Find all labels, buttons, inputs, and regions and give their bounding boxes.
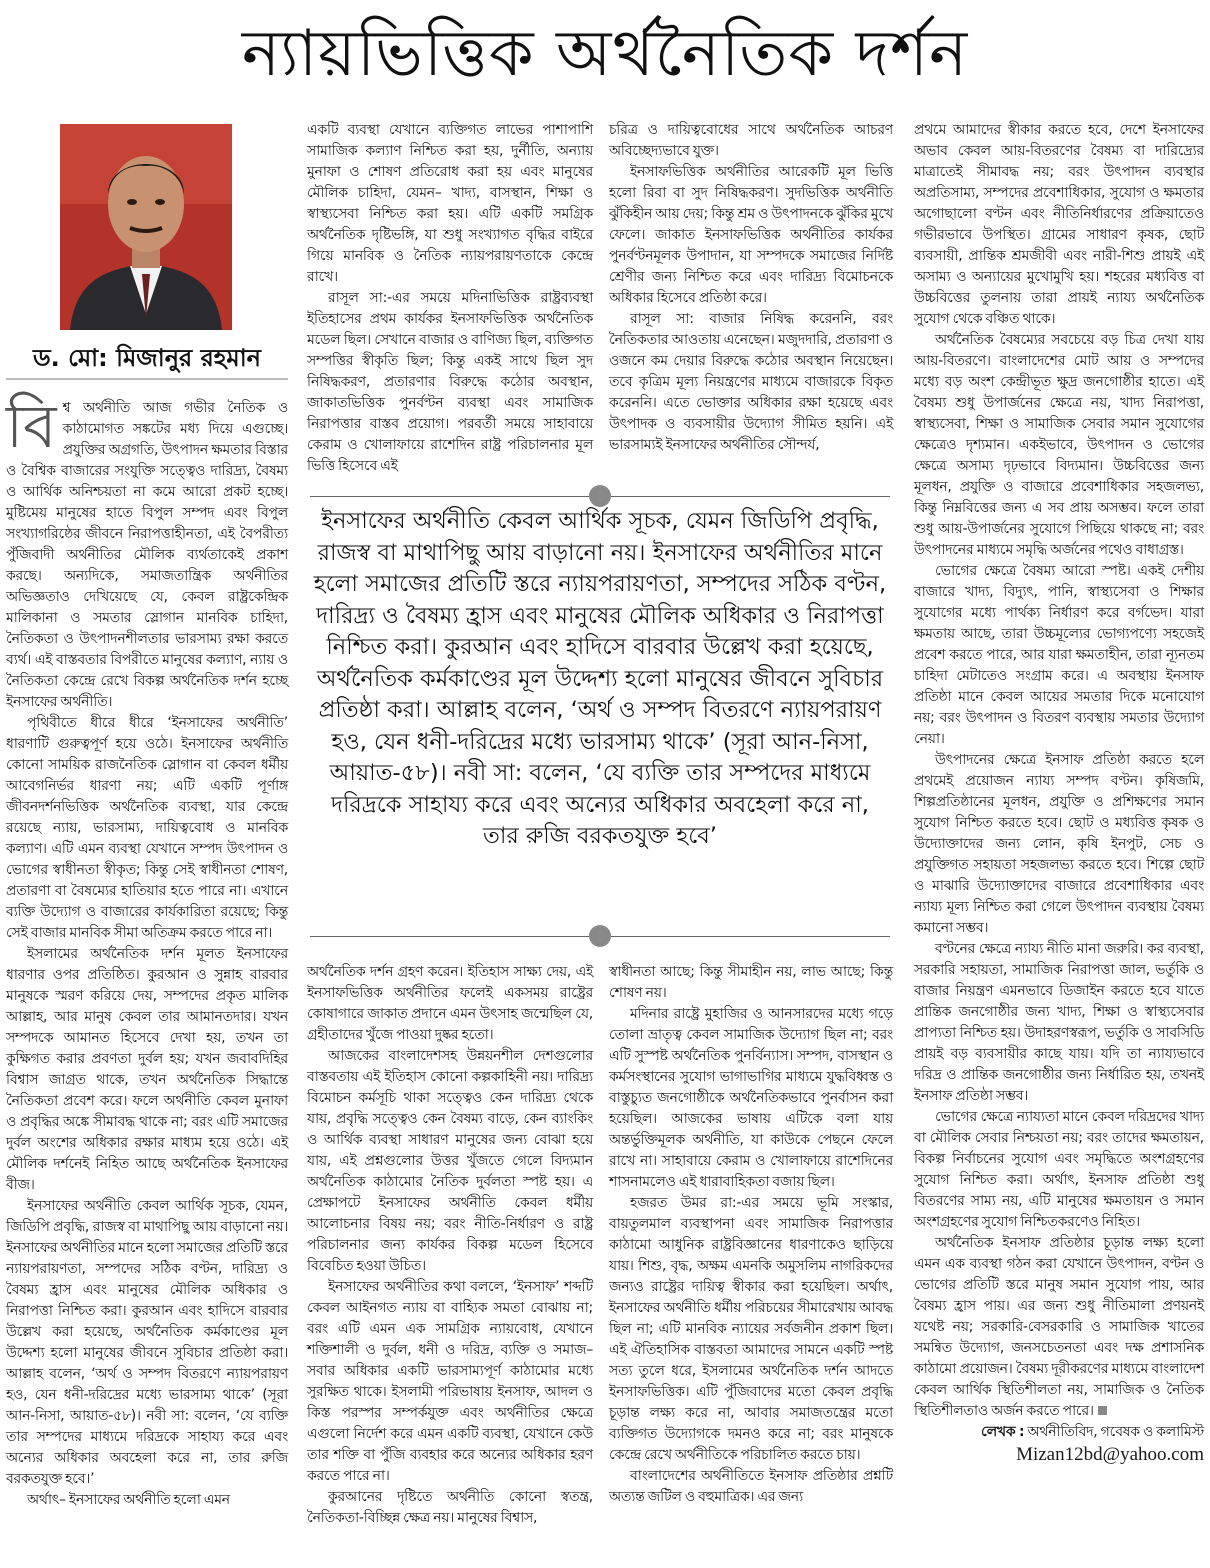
paragraph: রাসূল সা: বাজার নিষিদ্ধ করেননি, বরং নৈতিকতার আওতায় এনেছেন। মজুদদারি, প্রতারণা ও ওজনে কম দেয়ার বিরুদ্ধে কঠোর অবস্থান নিয়েছেন। তবে কৃত্রিম মূল্য নিয়ন্ত্রণের মাধ্যমে বাজারকে বিকৃত করেননি। এতে ভোক্তার অধিকার রক্ষা হয়েছে এবং উৎপাদক ও ব্যবসায়ীর উদ্যোগ সীমিত হয়নি। এই ভারসাম্যই ইনসাফের অর্থনীতির সৌন্দর্য, xyxy=(609,311,893,453)
author-photo xyxy=(60,124,232,330)
article-column-2-bottom xyxy=(307,962,593,1529)
paragraph: উৎপাদনের ক্ষেত্রে ইনসাফ প্রতিষ্ঠা করতে হলে প্রথমেই প্রয়োজন ন্যায্য সম্পদ বণ্টন। কৃষিজমি, শিল্পপ্রতিষ্ঠানের মূলধন, প্রযুক্তি ও প্রশিক্ষণের সমান সুযোগ নিশ্চিত করতে হবে। ছোট ও মধ্যবিত্ত কৃষক ও উদ্যোক্তাদের জন্য লোন, কৃষি ইনপুট, সেচ ও প্রযুক্তিগত সহায়তা সহজলভ্য করতে হবে। শিল্পে ছোট ও মাঝারি উদ্যোক্তাদের বাজারে প্রবেশাধিকার এবং ন্যায্য মূল্য নিশ্চিত করা গেলে উৎপাদন ব্যবস্থায় বৈষম্য কমানো সম্ভব। xyxy=(914,752,1204,936)
paragraph: বাংলাদেশের অর্থনীতিতে ইনসাফ প্রতিষ্ঠার প্রশ্নটি অত্যন্ত জটিল ও বহুমাত্রিক। এর জন্য xyxy=(609,1468,893,1505)
paragraph: ভোগের ক্ষেত্রে ন্যায্যতা মানে কেবল দরিদ্রদের খাদ্য বা মৌলিক সেবার নিশ্চয়তা নয়; বরং তাদের ক্ষমতায়ন, বিকল্প নির্বাচনের সুযোগ এবং সমৃদ্ধিতে অংশগ্রহণের সুযোগ নিশ্চিত করা। অর্থাৎ, ইনসাফ প্রতিষ্ঠা শুধু বিতরণের সাম্য নয়, এটি মানুষের ক্ষমতায়ন ও সমান অংশগ্রহণের সুযোগ নিশ্চিতকরণেও নিহিত। xyxy=(914,1109,1204,1230)
paragraph: ইসলামের অর্থনৈতিক দর্শন মূলত ইনসাফের ধারণার ওপর প্রতিষ্ঠিত। কুরআন ও সুন্নাহ বারবার মানুষকে স্মরণ করিয়ে দেয়, সম্পদের প্রকৃত মালিক আল্লাহ, আর মানুষ কেবল তার আমানতদার। যখন সম্পদকে আমানত হিসেবে দেখা হয়, তখন তা কুক্ষিগত করার প্রবণতা দুর্বল হয়; যখন জবাবদিহির বিশ্বাস জাগ্রত থাকে, তখন অর্থনৈতিক সিদ্ধান্তে নৈতিকতা প্রবেশ করে। ফলে অর্থনীতি কেবল মুনাফা ও প্রবৃদ্ধির অঙ্কে সীমাবদ্ধ থাকে না; বরং এটি সমাজের দুর্বল অংশের অধিকার রক্ষার মাধ্যম হয়ে ওঠে। এই মৌলিক দর্শনেই নিহিত আছে অর্থনৈতিক ইনসাফের বীজ। xyxy=(6,946,288,1193)
paragraph: অর্থনৈতিক বৈষম্যের সবচেয়ে বড় চিত্র দেখা যায় আয়-বিতরণে। বাংলাদেশের মোট আয় ও সম্পদের মধ্যে বড় অংশ কেন্দ্রীভূত ক্ষুদ্র জনগোষ্ঠীর হাতে। এই বৈষম্য শুধু উপার্জনের ক্ষেত্রে নয়, খাদ্য নিরাপত্তা, স্বাস্থ্যসেবা, শিক্ষা ও সামাজিক সেবার সমান সুযোগের ক্ষেত্রেও দৃশ্যমান। একইভাবে, উৎপাদন ও ভোগের ক্ষেত্রে অসাম্য দৃঢ়ভাবে বিদ্যমান। উচ্চবিত্তের জন্য মূলধন, প্রযুক্তি ও বাজারে প্রবেশাধিকার সহজলভ্য, কিন্তু নিম্নবিত্তের জন্য এ সব প্রায় অসম্ভব। ফলে তারা শুধু আয়-উপার্জনের সুযোগে পিছিয়ে থাকছে না; বরং উৎপাদনের মাধ্যমে সমৃদ্ধি অর্জনের পথেও বাধাগ্রস্ত। xyxy=(914,332,1204,558)
paragraph: শ্ব অর্থনীতি আজ গভীর নৈতিক ও কাঠামোগত সঙ্কটের মধ্য দিয়ে এগুচ্ছে। প্রযুক্তির অগ্রগতি, উৎপাদন ক্ষমতার বিস্তার ও বৈশ্বিক বাজারের সংযুক্তি সত্ত্বেও দারিদ্র্য, বৈষম্য ও আর্থিক অনিশ্চয়তা না কমে আরো প্রকট হচ্ছে। মুষ্টিমেয় মানুষের হাতে বিপুল সম্পদ এবং বিপুল সংখ্যাগরিষ্ঠের জীবনে নিরাপত্তাহীনতা, এই বৈপরীত্য পুঁজিবাদী অর্থনীতির মৌলিক ব্যর্থতাকেই প্রকাশ করছে। অন্যদিকে, সমাজতান্ত্রিক অর্থনীতির অভিজ্ঞতাও দেখিয়েছে যে, কেবল রাষ্ট্রকেন্দ্রিক মালিকানা ও সমতার স্লোগান মানবিক চাহিদা, নৈতিকতা ও উৎপাদনশীলতার ভারসাম্য রক্ষা করতে ব্যর্থ। এই বাস্তবতার বিপরীতে মানুষের কল্যাণ, ন্যায় ও নৈতিকতা কেন্দ্রে রেখে বিকল্প অর্থনৈতিক দর্শন হচ্ছে ইনসাফের অর্থনীতি। xyxy=(6,400,288,710)
paragraph: আজকের বাংলাদেশসহ উন্নয়নশীল দেশগুলোর বাস্তবতায় এই ইতিহাস কোনো কল্পকাহিনী নয়। দারিদ্র্য বিমোচন কর্মসূচি থাকা সত্ত্বেও কেন দারিদ্র্য থেকে যায়, প্রবৃদ্ধি সত্ত্বেও কেন বৈষম্য বাড়ে, কেন ব্যাংকিং ও আর্থিক ব্যবস্থা সাধারণ মানুষের জন্য বোঝা হয়ে যায়, এই প্রশ্নগুলোর উত্তর খুঁজতে গেলে বিদ্যমান অর্থনৈতিক কাঠামোর নৈতিক দুর্বলতা স্পষ্ট হয়। এ প্রেক্ষাপটে ইনসাফের অর্থনীতি কেবল ধর্মীয় আলোচনার বিষয় নয়; বরং নীতি-নির্ধারণ ও রাষ্ট্র পরিচালনার জন্য কার্যকর বিকল্প মডেল হিসেবে বিবেচিত হওয়া উচিত। xyxy=(307,1048,593,1274)
paragraph: প্রথমে আমাদের স্বীকার করতে হবে, দেশে ইনসাফের অভাব কেবল আয়-বিতরণের বৈষম্য বা দারিদ্র্যের মাত্রাতেই সীমাবদ্ধ নয়; বরং উৎপাদন ব্যবস্থার অপ্রতিসাম্য, সম্পদের প্রবেশাধিকার, সুযোগ ও ক্ষমতার অগোছালো বণ্টন এবং নীতিনির্ধারণের প্রক্রিয়াতেও গভীরভাবে উপস্থিত। গ্রামের সাধারণ কৃষক, ছোট ব্যবসায়ী, প্রান্তিক শ্রমজীবী এবং নারী-শিশু প্রায়ই এই অসাম্য ও অন্যায়ের মুখোমুখি হয়। শহরের মধ্যবিত্ত বা উচ্চবিত্তের তুলনায় তারা প্রায়ই ন্যায্য অর্থনৈতিক সুযোগ থেকে বঞ্চিত থাকে। xyxy=(914,122,1204,327)
paragraph: মদিনার রাষ্ট্রে মুহাজির ও আনসারদের মধ্যে গড়ে তোলা ভ্রাতৃত্ব কেবল সামাজিক উদ্যোগ ছিল না; বরং এটি সুস্পষ্ট অর্থনৈতিক পুনর্বিন্যাস। সম্পদ, বাসস্থান ও কর্মসংস্থানের সুযোগ ভাগাভাগির মাধ্যমে যুদ্ধবিধ্বস্ত ও বাস্তুচ্যুত জনগোষ্ঠীকে অর্থনৈতিকভাবে পুনর্বাসন করা হয়েছিল। আজকের ভাষায় এটিকে বলা যায় অন্তর্ভুক্তিমূলক অর্থনীতি, যা কাউকে পেছনে ফেলে রাখে না। সাহাবায়ে কেরাম ও খোলাফায়ে রাশেদিনের শাসনামলেও এই ধারাবাহিকতা বজায় ছিল। xyxy=(609,1006,893,1190)
paragraph: ইনসাফভিত্তিক অর্থনীতির আরেকটি মূল ভিত্তি হলো রিবা বা সুদ নিষিদ্ধকরণ। সুদভিত্তিক অর্থনীতি ঝুঁকিহীন আয় দেয়; কিন্তু শ্রম ও উৎপাদনকে ঝুঁকির মুখে ফেলে। জাকাত ইনসাফভিত্তিক অর্থনীতির কার্যকর পুনর্বণ্টনমূলক উপাদান, যা সম্পদকে সমাজের নির্দিষ্ট শ্রেণীর জন্য নিশ্চিত করে এবং দারিদ্র্য বিমোচনকে অধিকার হিসেবে প্রতিষ্ঠা করে। xyxy=(609,164,893,306)
article-column-3-top xyxy=(609,120,893,456)
pull-quote: ইনসাফের অর্থনীতি কেবল আর্থিক সূচক, যেমন জিডিপি প্রবৃদ্ধি, রাজস্ব বা মাথাপিছু আয় বাড়ানো নয়। ইনসাফের অর্থনীতির মানে হলো সমাজের প্রতিটি স্তরে ন্যায়পরায়ণতা, সম্পদের সঠিক বণ্টন, দারিদ্র্য ও বৈষম্য হ্রাস এবং মানুষের মৌলিক অধিকার ও নিরাপত্তা নিশ্চিত করা। কুরআন এবং হাদিসে বারবার উল্লেখ করা হয়েছে, অর্থনৈতিক কর্মকাণ্ডের মূল উদ্দেশ্য হলো মানুষের জীবনে সুবিচার প্রতিষ্ঠা করা। আল্লাহ বলেন, ‘অর্থ ও সম্পদ বিতরণে ন্যায়পরায়ণ হও, যেন ধনী-দরিদ্রের মধ্যে ভারসাম্য থাকে’ (সূরা আন-নিসা, আয়াত-৫৮)। নবী সা: বলেন, ‘যে ব্যক্তি তার সম্পদের মাধ্যমে দরিদ্রকে সাহায্য করে এবং অন্যের অধিকার অবহেলা করে না, তার রুজি বরকতযুক্ত হবে’ xyxy=(313,508,887,849)
byline-label: লেখক : xyxy=(981,1424,1025,1440)
author-byline xyxy=(914,1422,1204,1443)
paragraph: রাসূল সা:-এর সময়ে মদিনাভিত্তিক রাষ্ট্রব্যবস্থা ইতিহাসের প্রথম কার্যকর ইনসাফভিত্তিক অর্থনৈতিক মডেল ছিল। সেখানে বাজার ও বাণিজ্য ছিল, ব্যক্তিগত সম্পত্তির স্বীকৃতি ছিল; কিন্তু একই সাথে ছিল সুদ নিষিদ্ধকরণ, প্রতারণার বিরুদ্ধে কঠোর অবস্থান, জাকাতভিত্তিক পুনর্বণ্টন ব্যবস্থা এবং সামাজিক নিরাপত্তার বাস্তব প্রয়োগ। পরবর্তী সময়ে সাহাবায়ে কেরাম ও খোলাফায়ে রাশেদিন রাষ্ট্র পরিচালনার মূল ভিত্তি হিসেবে এই xyxy=(307,290,593,474)
paragraph: বণ্টনের ক্ষেত্রে ন্যায্য নীতি মানা জরুরি। কর ব্যবস্থা, সরকারি সহায়তা, সামাজিক নিরাপত্তা জাল, ভর্তুকি ও বাজার নিয়ন্ত্রণ এমনভাবে ডিজাইন করতে হবে যাতে প্রান্তিক জনগোষ্ঠীর জন্য খাদ্য, শিক্ষা ও স্বাস্থ্যসেবার প্রাপ্যতা নিশ্চিত হয়। উদাহরণস্বরূপ, ভর্তুকি ও সাবসিডি প্রায়ই বড় ব্যবসায়ীর কাছে যায়। যদি তা ন্যায্যভাবে দরিদ্র ও প্রান্তিক জনগোষ্ঠীর জন্য নির্ধারিত হয়, তখনই ইনসাফ প্রতিষ্ঠা সম্ভব। xyxy=(914,941,1204,1104)
drop-cap: বি xyxy=(6,392,57,462)
article-column-3-bottom xyxy=(609,962,893,1508)
paragraph: হজরত উমর রা:-এর সময়ে ভূমি সংস্কার, বায়তুলমাল ব্যবস্থাপনা এবং সামাজিক নিরাপত্তার কাঠামো আধুনিক রাষ্ট্রবিজ্ঞানের ধারণাকেও ছাড়িয়ে যায়। শিশু, বৃদ্ধ, অক্ষম এমনকি অমুসলিম নাগরিকদের জন্যও রাষ্ট্রের দায়িত্ব স্বীকার করা হয়েছিল। অর্থাৎ, ইনসাফের অর্থনীতি ধর্মীয় পরিচয়ের সীমারেখায় আবদ্ধ ছিল না; এটি মানবিক ন্যায়ের সর্বজনীন প্রকাশ ছিল। এই ঐতিহাসিক বাস্তবতা আমাদের সামনে একটি স্পষ্ট সত্য তুলে ধরে, ইসলামের অর্থনৈতিক দর্শন আদতে ইনসাফভিত্তিক। এটি পুঁজিবাদের মতো কেবল প্রবৃদ্ধি চূড়ান্ত লক্ষ্য করে না, আবার সমাজতন্ত্রের মতো ব্যক্তিগত উদ্যোগকে দমনও করে না; বরং মানুষকে কেন্দ্রে রেখে অর্থনীতিকে পরিচালিত করতে চায়। xyxy=(609,1195,893,1463)
divider-dot-icon xyxy=(589,485,611,507)
article-column-1 xyxy=(6,392,288,1511)
paragraph: ইনসাফের অর্থনীতির কথা বললে, ‘ইনসাফ’ শব্দটি কেবল আইনগত ন্যায় বা বাহ্যিক সমতা বোঝায় না; বরং এটি এমন এক সামগ্রিক ন্যায়বোধ, যেখানে শক্তিশালী ও দুর্বল, ধনী ও দরিদ্র, ব্যক্তি ও সমাজ– সবার অধিকার একটি ভারসাম্যপূর্ণ কাঠামোর মধ্যে সুরক্ষিত থাকে। ইসলামী পরিভাষায় ইনসাফ, আদল ও কিস্ত পরস্পর সম্পর্কযুক্ত এবং অর্থনীতির ক্ষেত্রে এগুলো নির্দেশ করে এমন একটি ব্যবস্থা, যেখানে কেউ তার শক্তি বা পুঁজি ব্যবহার করে অন্যের অধিকার হরণ করতে পারে না। xyxy=(307,1279,593,1484)
author-name: ড. মো: মিজানুর রহমান xyxy=(6,338,288,380)
paragraph: কুরআনের দৃষ্টিতে অর্থনীতি কোনো স্বতন্ত্র, নৈতিকতা-বিচ্ছিন্ন ক্ষেত্র নয়। মানুষের বিশ্বাস, xyxy=(307,1489,593,1526)
paragraph: একটি ব্যবস্থা যেখানে ব্যক্তিগত লাভের পাশাপাশি সামাজিক কল্যাণ নিশ্চিত করা হয়, দুর্নীতি, অন্যায় মুনাফা ও শোষণ প্রতিরোধ করা হয় এবং মানুষের মৌলিক চাহিদা, যেমন– খাদ্য, বাসস্থান, শিক্ষা ও স্বাস্থ্যসেবা নিশ্চিত করা হয়। এটি একটি সমগ্রিক অর্থনৈতিক দৃষ্টিভঙ্গি, যা শুধু সংখ্যাগত বৃদ্ধির বাইরে গিয়ে মানবিক ও নৈতিক ন্যায়পরায়ণতাকে কেন্দ্রে রাখে। xyxy=(307,122,593,285)
divider-dot-icon xyxy=(589,925,611,947)
paragraph: অর্থনৈতিক দর্শন গ্রহণ করেন। ইতিহাস সাক্ষ্য দেয়, এই ইনসাফভিত্তিক অর্থনীতির ফলেই একসময় রাষ্ট্রের কোষাগারে জাকাত প্রদানে এমন উৎসাহ জন্মেছিল যে, গ্রহীতাদের খুঁজে পাওয়া দুষ্কর হতো। xyxy=(307,964,593,1043)
paragraph xyxy=(914,1233,1204,1422)
paragraph-text: অর্থনৈতিক ইনসাফ প্রতিষ্ঠার চূড়ান্ত লক্ষ্য হলো এমন এক ব্যবস্থা গঠন করা যেখানে উৎপাদন, বণ্টন ও ভোগের প্রতিটি স্তরে মানুষ সমান সুযোগ পায়, আর বৈষম্য হ্রাস পায়। এর জন্য শুধু নীতিমালা প্রণয়নই যথেষ্ট নয়; সরকারি-বেসরকারি ও সামাজিক খাতের সমন্বিত উদ্যোগ, জনসচেতনতা এবং দক্ষ প্রশাসনিক কাঠামো প্রয়োজন। বৈষম্য দূরীকরণের মাধ্যমে বাংলাদেশ কেবল আর্থিক স্থিতিশীলতা নয়, সামাজিক ও নৈতিক স্থিতিশীলতাও অর্জন করতে পারে। xyxy=(914,1235,1204,1419)
paragraph: চরিত্র ও দায়িত্ববোধের সাথে অর্থনৈতিক আচরণ অবিচ্ছেদ্যভাবে যুক্ত। xyxy=(609,122,893,159)
paragraph: ভোগের ক্ষেত্রে বৈষম্য আরো স্পষ্ট। একই দেশীয় বাজারে খাদ্য, বিদ্যুৎ, পানি, স্বাস্থ্যসেবা ও শিক্ষার সুযোগের মধ্যে পার্থক্য নির্ধারণ করে বর্গভেদ। যারা ক্ষমতায় আছে, তারা উচ্চমূল্যের ভোগ্যপণ্যে সহজেই প্রবেশ করতে পারে, আর যারা ক্ষমতাহীন, তারা ন্যূনতম চাহিদা মেটাতেও সংগ্রাম করে। এ অবস্থায় ইনসাফ প্রতিষ্ঠা মানে কেবল আয়ের সমতার দিকে মনোযোগ নয়; বরং উৎপাদন ও বিতরণ ব্যবস্থায় সমতার উদ্যোগ নেয়া। xyxy=(914,563,1204,747)
byline-text: অর্থনীতিবিদ, গবেষক ও কলামিস্ট xyxy=(1027,1424,1204,1440)
author-email[interactable]: Mizan12bd@yahoo.com xyxy=(1016,1444,1204,1465)
end-mark-icon xyxy=(1098,1406,1107,1415)
paragraph: স্বাধীনতা আছে; কিন্তু সীমাহীন নয়, লাভ আছে; কিন্তু শোষণ নয়। xyxy=(609,964,893,1001)
article-column-4 xyxy=(914,120,1204,1467)
article-column-2-top xyxy=(307,120,593,477)
paragraph: পৃথিবীতে ধীরে ধীরে ‘ইনসাফের অর্থনীতি’ ধারণাটি গুরুত্বপূর্ণ হয়ে ওঠে। ইনসাফের অর্থনীতি কোনো সাময়িক রাজনৈতিক স্লোগান বা কেবল ধর্মীয় আবেগনির্ভর ধারণা নয়; এটি একটি পূর্ণাঙ্গ জীবনদর্শনভিত্তিক অর্থনৈতিক ব্যবস্থা, যার কেন্দ্রে রয়েছে ন্যায়, ভারসাম্য, দায়িত্ববোধ ও মানবিক কল্যাণ। এটি এমন ব্যবস্থা যেখানে সম্পদ উৎপাদন ও ভোগের স্বাধীনতা স্বীকৃত; কিন্তু সেই স্বাধীনতা শোষণ, প্রতারণা বা বৈষম্যের হাতিয়ার হতে পারে না। এখানে ব্যক্তি উদ্যোগ ও বাজারের কার্যকারিতা রয়েছে; কিন্তু সেই বাজার মানবিক সীমা অতিক্রম করতে পারে না। xyxy=(6,715,288,941)
paragraph: ইনসাফের অর্থনীতি কেবল আর্থিক সূচক, যেমন, জিডিপি প্রবৃদ্ধি, রাজস্ব বা মাথাপিছু আয় বাড়ানো নয়। ইনসাফের অর্থনীতির মানে হলো সমাজের প্রতিটি স্তরে ন্যায়পরায়ণতা, সম্পদের সঠিক বণ্টন, দারিদ্র্য ও বৈষম্য হ্রাস এবং মানুষের মৌলিক অধিকার ও নিরাপত্তা নিশ্চিত করা। কুরআন এবং হাদিসে বারবার উল্লেখ করা হয়েছে, অর্থনৈতিক কর্মকাণ্ডের মূল উদ্দেশ্য হলো মানুষের জীবনে সুবিচার প্রতিষ্ঠা করা। আল্লাহ বলেন, ‘অর্থ ও সম্পদ বিতরণে ন্যায়পরায়ণ হও, যেন ধনী-দরিদ্রের মধ্যে ভারসাম্য থাকে’ (সূরা আন-নিসা, আয়াত-৫৮)। নবী সা: বলেন, ‘যে ব্যক্তি তার সম্পদের মাধ্যমে দরিদ্রকে সাহায্য করে এবং অন্যের অধিকার অবহেলা করে না, তার রুজি বরকতযুক্ত হবে।’ xyxy=(6,1198,288,1487)
article-title: ন্যায়ভিত্তিক অর্থনৈতিক দর্শন xyxy=(241,17,969,91)
paragraph: অর্থাৎ– ইনসাফের অর্থনীতি হলো এমন xyxy=(27,1492,230,1508)
